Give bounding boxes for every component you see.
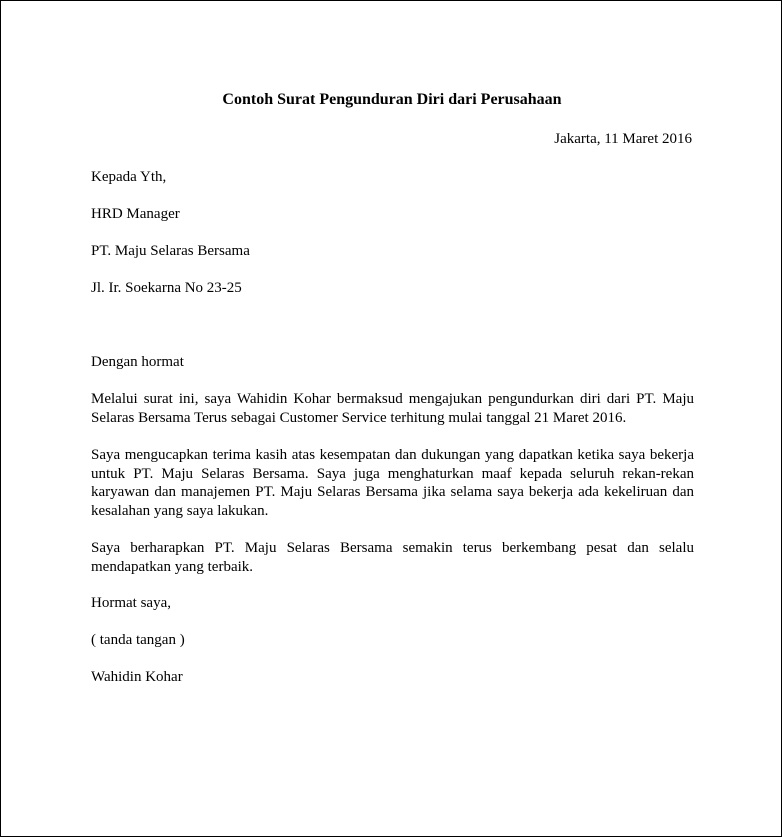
recipient-address: Jl. Ir. Soekarna No 23-25	[91, 280, 242, 296]
recipient-position: HRD Manager	[91, 206, 180, 222]
closing-text: Hormat saya,	[91, 595, 171, 611]
body-paragraph-2: Saya mengucapkan terima kasih atas kesempatan dan dukungan yang dapatkan ketika saya bekerja untuk PT. Maju Selaras Bersama. Saya juga menghaturkan maaf kepada seluruh rekan-rekan karyawan dan manajemen PT. Maju Selaras Bersama jika selama saya bekerja ada kekeliruan dan kesalahan yang saya lakukan.	[91, 447, 694, 519]
recipient-company: PT. Maju Selaras Bersama	[91, 243, 250, 259]
body-paragraph-3: Saya berharapkan PT. Maju Selaras Bersama semakin terus berkembang pesat dan selalu mendapatkan yang terbaik.	[91, 540, 694, 575]
body-paragraph-1: Melalui surat ini, saya Wahidin Kohar bermaksud mengajukan pengundurkan diri dari PT. Maju Selaras Bersama Terus sebagai Customer Service terhitung mulai tanggal 21 Maret 2016.	[91, 391, 694, 426]
opening-greeting: Dengan hormat	[91, 354, 184, 370]
recipient-salutation: Kepada Yth,	[91, 169, 167, 185]
signature-placeholder: ( tanda tangan )	[91, 632, 185, 648]
letter-date: Jakarta, 11 Maret 2016	[554, 131, 692, 147]
letter-title: Contoh Surat Pengunduran Diri dari Perusahaan	[222, 91, 562, 108]
signer-name: Wahidin Kohar	[91, 669, 183, 685]
